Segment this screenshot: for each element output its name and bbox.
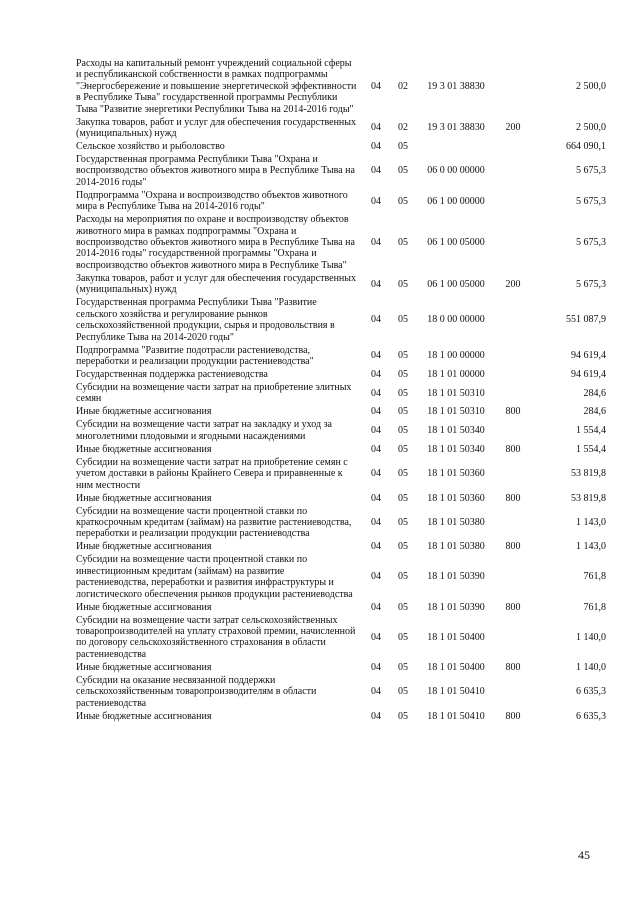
table-row [76,615,606,662]
amount: 284,6 [583,406,606,418]
row-name: Субсидии на возмещение части затрат сельскохозяйственных товаропроизводителей на уплату страховой премии, начисленной по договору сельскохозяйственного страхования в области растениеводства [76,614,356,660]
amount: 551 087,9 [566,314,606,326]
subsection-code: 05 [398,492,408,504]
row-name: Субсидии на оказание несвязанной поддержки сельскохозяйственным товаропроизводителям в области растениеводства [76,674,317,709]
expense-type-code [496,382,530,406]
subsection-code: 05 [398,350,408,362]
row-name: Подпрограмма "Развитие подотрасли растениеводства, переработки и реализации продукции растениеводства" [76,344,314,367]
section-code: 04 [371,80,381,92]
target-article-code: 18 1 01 50310 [427,406,485,418]
amount: 761,8 [583,571,606,583]
target-article-code: 18 1 01 50380 [427,541,485,553]
target-article-code: 18 1 01 50400 [427,631,485,643]
table-row [76,190,606,214]
table-row [76,541,606,554]
target-article-code: 18 1 01 50340 [427,425,485,437]
row-name: Подпрограмма "Охрана и воспроизводство объектов животного мира в Республике Тыва на 2014-2016 годы" [76,189,348,213]
table-row [76,154,606,190]
table-row [76,554,606,601]
subsection-code: 05 [398,425,408,437]
subsection-code: 05 [398,368,408,380]
table-row [76,675,606,711]
expense-type-code [496,369,530,382]
target-article-code [416,141,496,154]
row-name: Расходы на мероприятия по охране и воспроизводству объектов животного мира в рамках подпрограммы "Охрана и воспроизводство объектов животного мира в Республике Тыва на 2014-2016 годы" государственной программы "Охрана и воспроизводство объектов животного мира в Республике Тыва" [76,214,355,271]
section-code: 04 [371,468,381,480]
row-name: Государственная программа Республики Тыва "Охрана и воспроизводство объектов животного мира в Республике Тыва на 2014-2016 годы" [76,154,355,188]
target-article-code: 18 1 01 50380 [427,516,485,528]
amount: 1 554,4 [576,425,606,437]
row-name: Закупка товаров, работ и услуг для обеспечения государственных (муниципальных) нужд [76,116,357,140]
expense-type-code: 800 [505,710,521,722]
amount: 1 143,0 [576,516,606,528]
expense-type-code: 200 [505,122,521,134]
subsection-code: 05 [398,710,408,722]
amount: 1 554,4 [576,443,606,455]
amount: 5 675,3 [576,237,606,249]
expense-type-code [496,457,530,493]
amount: 6 635,3 [576,710,606,722]
amount: 5 675,3 [576,195,606,207]
target-article-code: 06 1 00 00000 [427,195,485,207]
subsection-code: 05 [398,314,408,326]
amount: 1 140,0 [576,661,606,673]
section-code: 04 [371,165,381,177]
section-code: 04 [371,278,381,290]
amount: 53 819,8 [571,492,606,504]
table-row [76,58,606,117]
table-row [76,457,606,493]
expense-type-code: 800 [505,661,521,673]
expense-type-code [496,141,530,154]
table-row [76,369,606,382]
section-code: 04 [371,406,381,418]
table-row [76,662,606,675]
section-code: 04 [371,631,381,643]
subsection-code: 05 [398,571,408,583]
amount: 6 635,3 [576,686,606,698]
amount: 2 500,0 [576,122,606,134]
row-name: Иные бюджетные ассигнования [76,406,212,418]
budget-table [76,58,606,724]
expense-type-code: 800 [505,541,521,553]
row-name: Государственная поддержка растениеводства [76,368,268,380]
subsection-code: 05 [398,601,408,613]
table-row [76,506,606,542]
table-row [76,214,606,273]
table-row [76,711,606,724]
expense-type-code [496,190,530,214]
amount: 761,8 [583,601,606,613]
subsection-code: 05 [398,631,408,643]
target-article-code: 18 1 01 50410 [427,710,485,722]
expense-type-code: 800 [505,492,521,504]
amount: 2 500,0 [576,80,606,92]
table-row [76,444,606,457]
table-row [76,297,606,344]
target-article-code: 18 1 01 50360 [427,468,485,480]
section-code: 04 [371,387,381,399]
row-name: Субсидии на возмещение части затрат на закладку и уход за многолетними плодовыми и ягодными насаждениями [76,419,332,442]
row-name: Расходы на капитальный ремонт учреждений социальной сферы и республиканской собственности в рамках подпрограммы "Энергосбережение и повышение энергетической эффективности в Республике Тыва" государственной программы Республики Тыва "Развитие энергетики Республики Тыва на 2014-2016 годы" [76,58,357,115]
section-code: 04 [371,195,381,207]
section-code: 04 [371,710,381,722]
section-code: 04 [371,661,381,673]
amount: 53 819,8 [571,468,606,480]
subsection-code: 05 [398,661,408,673]
subsection-code: 05 [398,195,408,207]
amount: 664 090,1 [566,141,606,153]
subsection-code: 02 [398,80,408,92]
section-code: 04 [371,686,381,698]
section-code: 04 [371,492,381,504]
row-name: Иные бюджетные ассигнования [76,710,212,722]
row-name: Сельское хозяйство и рыболовство [76,141,225,153]
target-article-code: 06 1 00 05000 [427,237,485,249]
row-name: Субсидии на возмещение части затрат на приобретение семян с учетом доставки в районы Крайнего Севера и приравненные к ним местности [76,456,348,491]
table-row [76,117,606,141]
target-article-code: 19 3 01 38830 [427,80,485,92]
subsection-code: 05 [398,141,408,153]
expense-type-code [496,554,530,601]
expense-type-code [496,675,530,711]
row-name: Иные бюджетные ассигнования [76,601,212,613]
target-article-code: 18 1 01 50390 [427,601,485,613]
amount: 5 675,3 [576,165,606,177]
target-article-code: 18 1 00 00000 [427,350,485,362]
subsection-code: 05 [398,468,408,480]
expense-type-code [496,419,530,443]
section-code: 04 [371,237,381,249]
amount: 94 619,4 [571,350,606,362]
subsection-code: 05 [398,516,408,528]
row-name: Субсидии на возмещение части процентной ставки по инвестиционным кредитам (займам) на развитие растениеводства, переработки и развития инфраструктуры и логистического обеспечения рынков продукции растениеводства [76,554,353,600]
row-name: Государственная программа Республики Тыва "Развитие сельского хозяйства и регулирование рынков сельскохозяйственной продукции, сырья и продовольствия в Республике Тыва на 2014-2020 годы" [76,297,335,343]
table-row [76,345,606,369]
section-code: 04 [371,368,381,380]
target-article-code: 18 1 01 50410 [427,686,485,698]
amount: 5 675,3 [576,278,606,290]
section-code: 04 [371,516,381,528]
target-article-code: 19 3 01 38830 [427,122,485,134]
amount: 284,6 [583,387,606,399]
section-code: 04 [371,601,381,613]
page-number: 45 [578,848,590,862]
section-code: 04 [371,425,381,437]
expense-type-code: 200 [505,278,521,290]
row-name: Иные бюджетные ассигнования [76,443,212,455]
section-code: 04 [371,571,381,583]
row-name: Иные бюджетные ассигнования [76,492,212,504]
section-code: 04 [371,350,381,362]
target-article-code: 18 1 01 50340 [427,443,485,455]
section-code: 04 [371,141,381,153]
section-code: 04 [371,541,381,553]
expense-type-code [496,615,530,662]
subsection-code: 05 [398,387,408,399]
row-name: Закупка товаров, работ и услуг для обеспечения государственных (муниципальных) нужд [76,272,357,296]
subsection-code: 05 [398,165,408,177]
subsection-code: 05 [398,686,408,698]
target-article-code: 06 1 00 05000 [427,278,485,290]
amount: 1 140,0 [576,631,606,643]
row-name: Субсидии на возмещение части затрат на приобретение элитных семян [76,381,352,405]
table-row [76,141,606,154]
subsection-code: 05 [398,541,408,553]
expense-type-code: 800 [505,443,521,455]
expense-type-code: 800 [505,406,521,418]
section-code: 04 [371,443,381,455]
subsection-code: 05 [398,406,408,418]
subsection-code: 05 [398,443,408,455]
target-article-code: 18 1 01 50360 [427,492,485,504]
expense-type-code: 800 [505,601,521,613]
section-code: 04 [371,122,381,134]
table-row [76,493,606,506]
target-article-code: 18 1 01 50390 [427,571,485,583]
table-row [76,602,606,615]
budget-rows [76,58,606,724]
row-name: Иные бюджетные ассигнования [76,661,212,673]
target-article-code: 06 0 00 00000 [427,165,485,177]
amount: 94 619,4 [571,368,606,380]
expense-type-code [496,214,530,273]
subsection-code: 02 [398,122,408,134]
table-row [76,419,606,443]
expense-type-code [496,154,530,190]
section-code: 04 [371,314,381,326]
target-article-code: 18 0 00 00000 [427,314,485,326]
row-name: Субсидии на возмещение части процентной ставки по краткосрочным кредитам (займам) на развитие растениеводства, переработки и реализации продукции растениеводства [76,505,352,540]
subsection-code: 05 [398,237,408,249]
expense-type-code [496,58,530,117]
table-row [76,382,606,406]
table-row [76,273,606,297]
target-article-code: 18 1 01 50400 [427,661,485,673]
expense-type-code [496,345,530,369]
table-row [76,406,606,419]
expense-type-code [496,297,530,344]
row-name: Иные бюджетные ассигнования [76,541,212,553]
target-article-code: 18 1 01 00000 [427,368,485,380]
amount: 1 143,0 [576,541,606,553]
subsection-code: 05 [398,278,408,290]
expense-type-code [496,506,530,542]
target-article-code: 18 1 01 50310 [427,387,485,399]
